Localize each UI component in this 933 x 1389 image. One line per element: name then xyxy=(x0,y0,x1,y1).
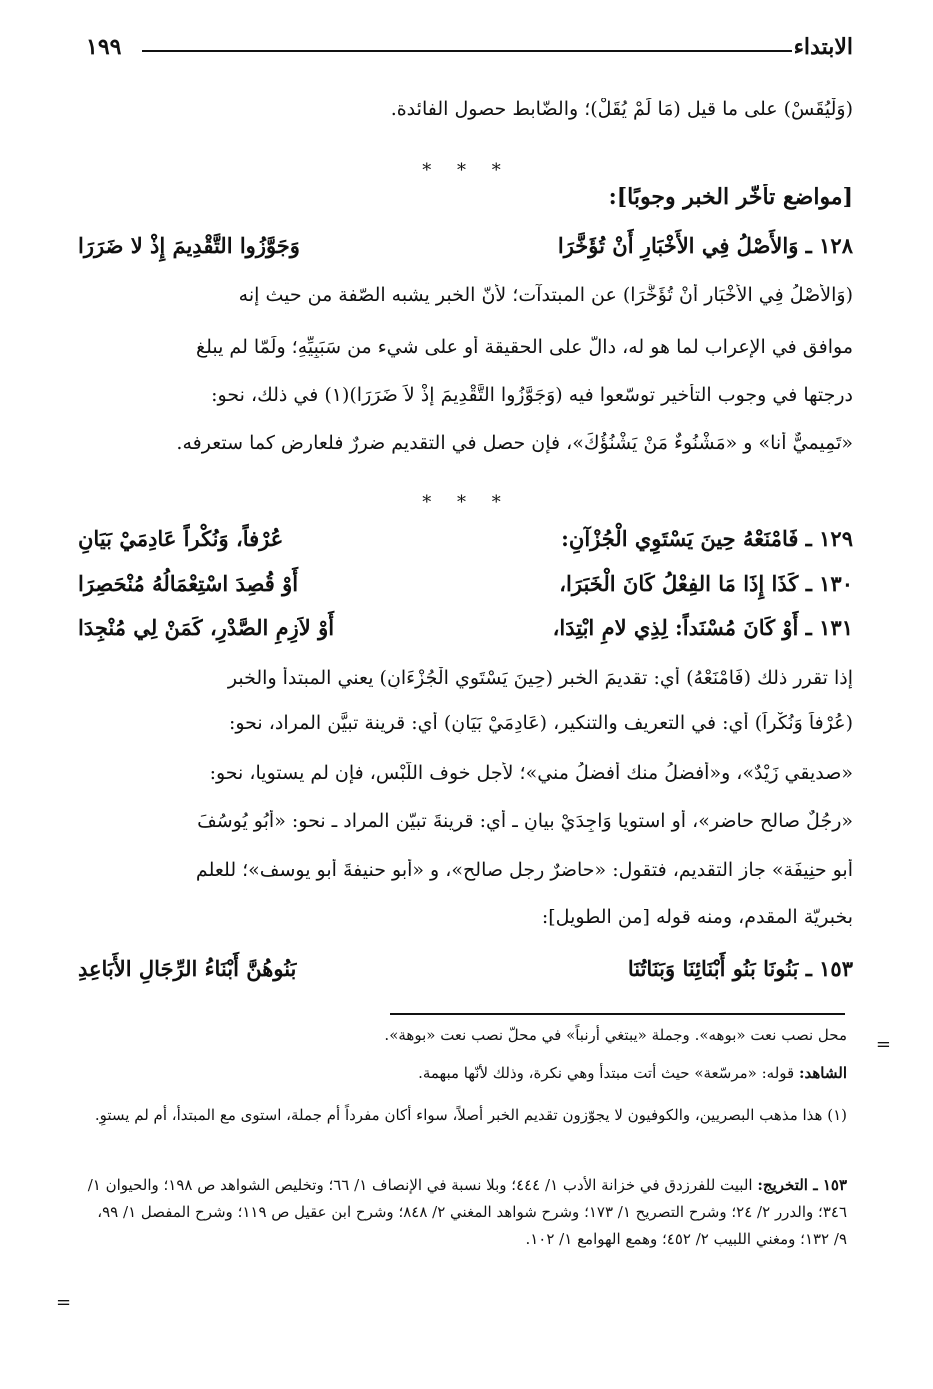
paragraph-line: (وَالأَصْلُ فِي الأَخْبَارِ أَنْ تُؤَخَّرَا) عن المبتدآت؛ لأنّ الخبر يشبه الصّفة من حيث إنه xyxy=(238,284,853,306)
shahid-label: الشاهد: xyxy=(798,1064,847,1082)
verse-128-first-hemistich: ١٢٨ ـ وَالأَصْلُ فِي الأَخْبَارِ أَنْ تُؤَخَّرَا xyxy=(557,233,853,258)
paragraph-line: إذا تقرر ذلك (فَامْنَعْهُ) أي: تقديمَ الخبر (حِينَ يَسْتَوِي الْجُزْءَانِ) يعني المبتدأ والخبر xyxy=(227,667,853,689)
footnote-rule xyxy=(390,1013,845,1015)
verse-153-second-hemistich: بَنُوهُنَّ أَبْنَاءُ الرِّجَالِ الأَبَاعِدِ xyxy=(78,956,297,981)
verse-second-hemistich: أَوْ قُصِدَ اسْتِعْمَالُهُ مُنْحَصِرَا xyxy=(78,571,299,596)
section-separator: * * * xyxy=(422,160,511,181)
verse-first-hemistich: ١٢٩ ـ فَامْنَعْهُ حِينَ يَسْتَوِي الْجُزْآنِ: xyxy=(561,526,853,551)
continuation-mark: = xyxy=(875,1034,891,1055)
verse-second-hemistich: عُرْفاً، وَنُكْراً عَادِمَيْ بَيَانِ xyxy=(78,526,284,551)
verse-153 xyxy=(78,956,853,990)
verse-128 xyxy=(78,233,853,267)
page-number: ١٩٩ xyxy=(86,34,122,60)
footnote-takhrij xyxy=(80,1172,847,1253)
paragraph-line: «صديقي زَيْدٌ»، و«أفضلُ منك أفضلُ مني»؛ لأجل خوف اللَّبْس، فإن لم يستويا، نحو: xyxy=(209,762,853,784)
verse-153-first-hemistich: ١٥٣ ـ بَنُونَا بَنُو أَبْنَائِنَا وَبَنَاتُنَا xyxy=(627,956,853,981)
verse-second-hemistich: أَوْ لاَزِمِ الصَّدْرِ، كَمَنْ لِي مُنْجِدَا xyxy=(78,615,335,640)
running-header-title: الابتداء xyxy=(793,34,853,60)
paragraph-line: (عُرْفاً وَنُكْراً) أي: في التعريف والتنكير، (عَادِمَيْ بَيَانِ) أي: قرينة تبيَّن المراد، نحو: xyxy=(228,712,853,734)
header-rule xyxy=(142,50,792,52)
footnote-1: (١) هذا مذهب البصريين، والكوفيون لا يجوّزون تقديم الخبر أصلاً، سواء أكان مفرداً أم جملة، استوى مع المبتدأ، أم لم يستوِ. xyxy=(94,1106,847,1124)
verse-129 xyxy=(78,526,853,560)
continuation-mark: = xyxy=(56,1292,72,1313)
paragraph-line: «تَمِيميٌّ أَنا» و «مَشْنُوءٌ مَنْ يَشْنُؤُكَ»، فإن حصل في التقديم ضررٌ فلعارضٍ كما ستعرفه. xyxy=(176,432,853,454)
takhrij-text: البيت للفرزدق في خزانة الأدب ١/ ٤٤٤؛ وبلا نسبة في الإنصاف ١/ ٦٦؛ وتخليص الشواهد ص ١٩٨؛ والحيوان ١/ ٣٤٦؛ والدرر ٢/ ٢٤؛ وشرح التصريح ١/ ١٧٣؛ وشرح شواهد المغني ٢/ ٨٤٨؛ وشرح ابن عقيل ص ١١٩؛ وشرح المفصل ١/ ٩٩، ٩/ ١٣٢؛ ومغني اللبيب ٢/ ٤٥٢؛ وهمع الهوامع ١/ ١٠٢. xyxy=(87,1176,847,1248)
footnote-shahid xyxy=(80,1060,847,1087)
shahid-text: قوله: «مرسّعة» حيث أتت مبتدأ وهي نكرة، وذلك لأنّها مبهمة. xyxy=(418,1064,795,1082)
paragraph-line: «رجُلٌ صالح حاضر»، أو استويا وَاجِدَيْ بيانٍ ـ أي: قرينةَ تبيّن المراد ـ نحو: «أبُو يُوسُفَ xyxy=(197,810,853,832)
verse-131 xyxy=(78,615,853,649)
paragraph-line: درجتها في وجوب التأخير توسّعوا فيه (وَجَوَّزُوا التَّقْدِيمَ إِذْ لاَ ضَرَرَا)(١) في ذلك، نحو: xyxy=(211,384,853,406)
section-separator: * * * xyxy=(422,492,511,513)
paragraph-line: موافق في الإعراب لما هو له، دالٌّ على الحقيقة أو على شيء من سَبَبِيِّهِ؛ ولَمّا لم يبلغ xyxy=(195,336,853,358)
verse-first-hemistich: ١٣١ ـ أَوْ كَانَ مُسْنَداً: لِذِي لامِ ابْتِدَا، xyxy=(552,615,853,640)
footnote-continued: محل نصب نعت «بوهه». وجملة «يبتغي أرنباً» في محلّ نصب نعت «بوهة». xyxy=(384,1026,847,1044)
section-heading: [مواضع تأخّر الخبر وجوبًا]: xyxy=(608,184,853,210)
intro-line: (وَلْيُقَسْ) على ما قيل (مَا لَمْ يُقَلْ)؛ والضّابط حصول الفائدة. xyxy=(390,98,853,120)
verse-128-second-hemistich: وَجَوَّزُوا التَّقْدِيمَ إِذْ لا ضَرَرَا xyxy=(78,233,300,258)
paragraph-line: بخبريّة المقدم، ومنه قوله [من الطويل]: xyxy=(541,906,853,928)
verse-130 xyxy=(78,571,853,605)
takhrij-label: ١٥٣ ـ التخريج: xyxy=(757,1176,847,1194)
verse-first-hemistich: ١٣٠ ـ كَذَا إِذَا مَا الفِعْلُ كَانَ الْخَبَرَا، xyxy=(559,571,853,596)
paragraph-line: أبو حنِيفَة» جاز التقديم، فتقول: «حاضرٌ رجل صالح»، و «أبو حنيفةَ أبو يوسف»؛ للعلم xyxy=(195,859,853,881)
